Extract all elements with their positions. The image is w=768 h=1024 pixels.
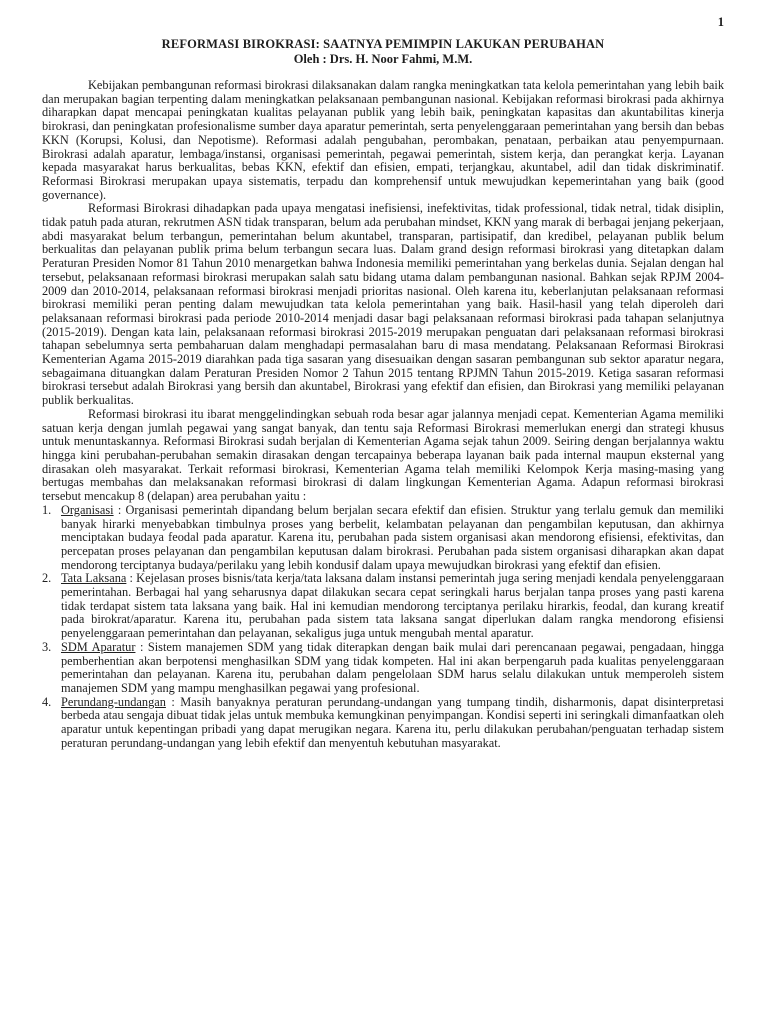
list-item-text: : Organisasi pemerintah dipandang belum berjalan secara efektif dan efisien. Struktur yang terlalu gemuk dan memiliki banyak hirarki menyebabkan timbulnya proses yang berbelit, kelambatan pelayanan dan pengambilan keputusan, dan akhirnya menciptakan budaya feodal pada aparatur. Karena itu, perubahan pada sistem organisasi akan mendorong efisiensi, efektivitas, dan percepatan proses pelayanan dan pengambilan keputusan dalam birokrasi. Perubahan pada sistem organisasi diharapkan akan dapat mendorong terciptanya budaya/perilaku yang lebih kondusif dalam upaya mewujudkan birokrasi yang efektif dan efisien. <box>61 502 724 572</box>
paragraph: Kebijakan pembangunan reformasi birokrasi dilaksanakan dalam rangka meningkatkan tata kelola pemerintahan yang lebih baik dan merupakan bagian terpenting dalam meningkatkan pelaksanaan pembangunan nasional. Kebijakan reformasi birokrasi pada akhirnya diharapkan dapat mencapai peningkatan kualitas pelayanan publik yang lebih baik, peningkatan kapasitas dan akuntabilitas kinerja birokrasi, dan peningkatan profesionalisme sumber daya aparatur pemerintah, serta penyelenggaraan pemerintahan yang bersih dan bebas KKN (Korupsi, Kolusi, dan Nepotisme). Reformasi adalah pengubahan, perombakan, penataan, perbaikan atau penyempurnaan. Birokrasi adalah aparatur, lembaga/instansi, organisasi pemerintah, pegawai pemerintah, sistem kerja, dan perangkat kerja. Layanan kepada masyarakat harus berkualitas, bebas KKN, efektif dan efisien, empati, terjangkau, akuntabel, adil dan tidak diskriminatif. Reformasi Birokrasi merupakan upaya sistematis, terpadu dan komprehensif untuk mewujudkan kepemerintahan yang baik (good governance). <box>42 78 724 202</box>
list-item-number: 3. <box>42 639 52 654</box>
page-number: 1 <box>717 15 724 29</box>
list-item-term: Tata Laksana <box>61 571 127 586</box>
list-item <box>42 641 724 696</box>
list-item-number: 2. <box>42 571 52 586</box>
list-item <box>42 504 724 573</box>
list-item-number: 4. <box>42 694 52 709</box>
list-item-text: : Sistem manajemen SDM yang tidak diterapkan dengan baik mulai dari perencanaan pegawai, pengadaan, hingga pemberhentian akan berpotensi menghasilkan SDM yang tidak kompeten. Hal ini akan berpengaruh pada kualitas penyelenggaraan pemerintahan dan pelayanan. Karena itu, perubahan dalam pengelolaan SDM harus selalu dilakukan untuk memperoleh sistem manajemen SDM yang mampu menghasilkan pegawai yang profesional. <box>61 639 724 695</box>
list-item-number: 1. <box>42 502 52 517</box>
list-item <box>42 572 724 641</box>
author-line: Oleh : Drs. H. Noor Fahmi, M.M. <box>293 52 473 66</box>
paragraph: Reformasi Birokrasi dihadapkan pada upaya mengatasi inefisiensi, inefektivitas, tidak professional, tidak netral, tidak disiplin, tidak patuh pada aturan, rekrutmen ASN tidak transparan, belum ada perubahan mindset, KKN yang marak di berbagai jenjang pekerjaan, abdi masyarakat belum terbangun, pemerintahan belum akuntabel, transparan, partisipatif, dan kredibel, pelayanan publik belum berkualitas dan pelayanan publik prima belum terbangun secara luas. Dalam grand design reformasi birokrasi yang ditetapkan dalam Peraturan Presiden Nomor 81 Tahun 2010 menargetkan bahwa Indonesia memiliki pemerintahan yang berkelas dunia. Sejalan dengan hal tersebut, pelaksanaan reformasi birokrasi merupakan salah satu bidang utama dalam pembangunan nasional. Bahkan sejak RPJM 2004-2009 dan 2010-2014, pelaksanaan reformasi birokrasi menjadi prioritas nasional. Oleh karena itu, keberlanjutan pelaksanaan reformasi birokrasi memiliki peran penting dalam mewujudkan tata kelola pemerintahan yang baik. Hasil-hasil yang telah diperoleh dari pelaksanaan reformasi birokrasi pada periode 2010-2014 menjadi dasar bagi pelaksanaan reformasi birokrasi pada tahapan selanjutnya (2015-2019). Dengan kata lain, pelaksanaan reformasi birokrasi 2015-2019 merupakan penguatan dari pelaksanaan reformasi birokrasi tahapan sebelumnya serta pembaharuan dalam menghadapi permasalahan baru di masa mendatang. Pelaksanaan Reformasi Birokrasi Kementerian Agama 2015-2019 diarahkan pada tiga sasaran yang disesuaikan dengan sasaran pembangunan sub sektor aparatur negara, sebagaimana dituangkan dalam Peraturan Presiden Nomor 2 Tahun 2015 tentang RPJMN Tahun 2015-2019. Ketiga sasaran reformasi birokrasi tersebut adalah Birokrasi yang bersih dan akuntabel, Birokrasi yang efektif dan efisien, dan Birokrasi yang memiliki pelayanan publik berkualitas. <box>42 201 724 408</box>
list-item-term: Organisasi <box>61 502 114 517</box>
list-item-term: Perundang-undangan <box>61 694 166 709</box>
list-item-text: : Masih banyaknya peraturan perundang-undangan yang tumpang tindih, disharmonis, dapat disinterpretasi berbeda atau sengaja dibuat tidak jelas untuk membuka kemungkinan penyimpangan. Kondisi seperti ini seringkali dimanfaatkan oleh aparatur untuk kepentingan pribadi yang dapat merugikan negara. Karena itu, perlu dilakukan perubahan/penguatan terhadap sistem peraturan perundang-undangan yang lebih efektif dan menyentuh kebutuhan masyarakat. <box>61 694 724 750</box>
list-item-text: : Kejelasan proses bisnis/tata kerja/tata laksana dalam instansi pemerintah juga sering menjadi kendala penyelenggaraan pemerintahan. Berbagai hal yang seharusnya dapat dilakukan secara cepat seringkali harus berjalan tanpa proses yang pasti karena tidak terdapat sistem tata laksana yang baik. Hal ini kemudian mendorong terciptanya perilaku hirarkis, feodal, dan kurang kreatif pada birokrat/aparatur. Karena itu, perubahan pada sistem tata laksana sangat diperlukan dalam rangka mendorong efisiensi penyelenggaraan pemerintahan dan pelayanan, sekaligus juga untuk mengubah mental aparatur. <box>61 571 724 641</box>
list-item <box>42 696 724 751</box>
change-areas-list <box>42 504 724 751</box>
paragraph: Reformasi birokrasi itu ibarat menggelindingkan sebuah roda besar agar jalannya menjadi cepat. Kementerian Agama memiliki satuan kerja dengan jumlah pegawai yang sangat banyak, dan tentu saja Reformasi Birokrasi memerlukan energi dan strategi khusus untuk menuntaskannya. Reformasi Birokrasi sudah berjalan di Kementerian Agama sejak tahun 2009. Seiring dengan berjalannya waktu hingga kini perubahan-perubahan semakin dirasakan dengan tercapainya beberapa layanan baik pada internal maupun eksternal yang dirasakan oleh masyarakat. Terkait reformasi birokrasi, Kementerian Agama telah memiliki Kelompok Kerja masing-masing yang bertugas membahas dan melaksanakan reformasi birokrasi di dalam lingkungan Kementerian Agama. Adapun reformasi birokrasi tersebut mencakup 8 (delapan) area perubahan yaitu : <box>42 406 724 504</box>
document-title: REFORMASI BIROKRASI: SAATNYA PEMIMPIN LAKUKAN PERUBAHAN <box>161 37 605 51</box>
list-item-term: SDM Aparatur <box>61 639 136 654</box>
